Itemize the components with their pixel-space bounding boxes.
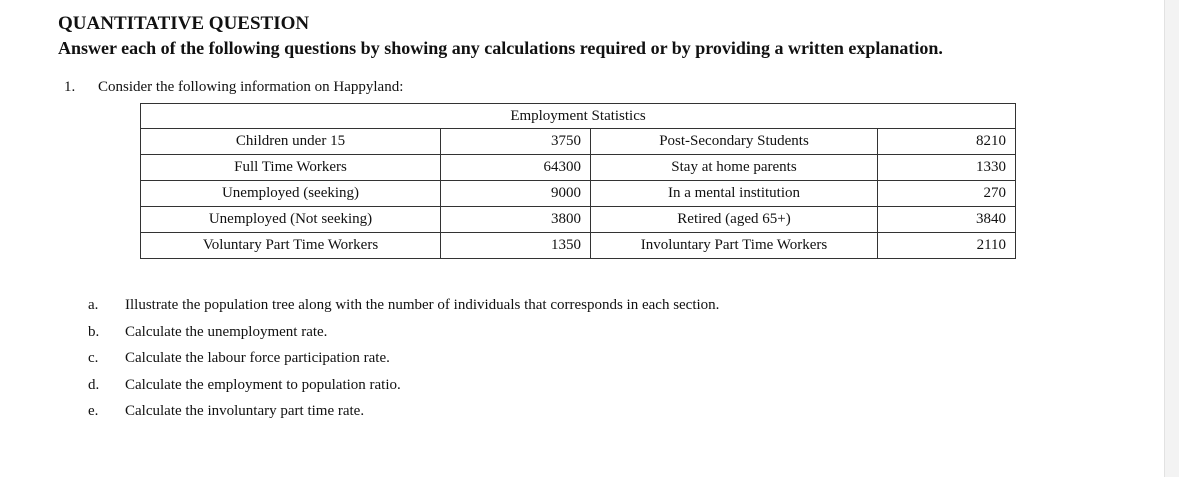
part-text: Calculate the labour force participation rate.: [125, 350, 390, 366]
part-text: Calculate the employment to population ratio.: [125, 376, 401, 393]
part-letter: e.: [88, 403, 99, 419]
table-cell-right-label: Involuntary Part Time Workers: [591, 233, 878, 259]
page-title: QUANTITATIVE QUESTION: [58, 13, 310, 34]
table-cell-left-value: 3750: [441, 129, 591, 155]
table-cell-left-value: 3800: [441, 207, 591, 233]
table-row: [141, 207, 1016, 233]
table-cell-right-label: Stay at home parents: [591, 155, 878, 181]
table-title-row: [141, 104, 1016, 129]
table-cell-left-value: 9000: [441, 181, 591, 207]
part-letter: a.: [88, 297, 99, 313]
table-cell-left-label: Voluntary Part Time Workers: [141, 233, 441, 259]
table-cell-right-label: In a mental institution: [591, 181, 878, 207]
part-text: Calculate the unemployment rate.: [125, 323, 328, 340]
table-cell-left-value: 1350: [441, 233, 591, 259]
table-row: [141, 155, 1016, 181]
table-row: [141, 233, 1016, 259]
table-cell-left-label: Full Time Workers: [141, 155, 441, 181]
scrollbar-track[interactable]: [1164, 0, 1179, 477]
table-cell-left-label: Children under 15: [141, 129, 441, 155]
table-cell-right-value: 2110: [878, 233, 1016, 259]
table-row: [141, 129, 1016, 155]
table-cell-right-label: Retired (aged 65+): [591, 207, 878, 233]
part-letter: c.: [88, 350, 99, 366]
table-cell-right-value: 3840: [878, 207, 1016, 233]
question-number: 1.: [64, 79, 76, 95]
table-cell-left-label: Unemployed (Not seeking): [141, 207, 441, 233]
table-cell-right-value: 8210: [878, 129, 1016, 155]
part-letter: d.: [88, 376, 100, 393]
table-cell-right-value: 270: [878, 181, 1016, 207]
part-text: Illustrate the population tree along with the number of individuals that corresponds in each section.: [125, 297, 720, 313]
instructions-text: Answer each of the following questions by showing any calculations required or by providing a written explanation.: [58, 38, 943, 58]
table-cell-right-label: Post-Secondary Students: [591, 129, 878, 155]
part-letter: b.: [88, 323, 100, 340]
question-prompt: Consider the following information on Happyland:: [98, 79, 404, 95]
table-cell-left-label: Unemployed (seeking): [141, 181, 441, 207]
table-cell-right-value: 1330: [878, 155, 1016, 181]
table-title: Employment Statistics: [141, 104, 1016, 129]
table-row: [141, 181, 1016, 207]
table-cell-left-value: 64300: [441, 155, 591, 181]
employment-statistics-table: [140, 103, 1016, 259]
part-text: Calculate the involuntary part time rate.: [125, 403, 365, 419]
